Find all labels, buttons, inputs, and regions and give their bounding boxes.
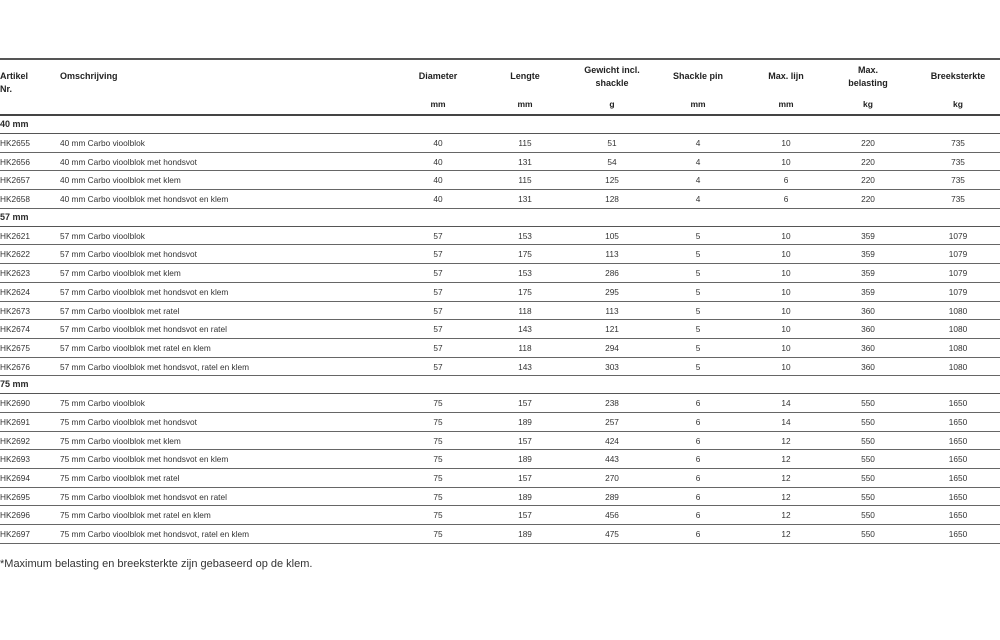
cell-omschrijving: 75 mm Carbo vioolblok met hondsvot en ratel [60, 491, 227, 502]
cell-artikel: HK2657 [0, 175, 30, 186]
footnote: *Maximum belasting en breeksterkte zijn gebaseerd op de klem. [0, 558, 313, 570]
cell-value: 75 [433, 398, 443, 409]
cell-value: 1080 [948, 342, 968, 353]
cell-value: 10 [781, 138, 791, 148]
cell-value: 51 [607, 138, 617, 148]
cell-value: 5 [695, 249, 701, 260]
cell-value: 303 [605, 361, 619, 372]
cell-value: 157 [518, 473, 532, 483]
cell-value: 125 [605, 175, 619, 186]
cell-value: 6 [783, 194, 789, 205]
cell-value: 550 [861, 473, 875, 483]
cell-omschrijving: 40 mm Carbo vioolblok met hondsvot en klem [60, 194, 229, 205]
cell-artikel: HK2692 [0, 435, 30, 446]
cell-value: 75 [433, 491, 443, 502]
cell-value: 735 [951, 156, 965, 167]
cell-value: 1079 [948, 268, 968, 279]
header-shackle: Shackle pin [672, 71, 724, 81]
cell-value: 143 [518, 361, 532, 372]
cell-value: 12 [781, 454, 791, 465]
cell-value: 1650 [948, 435, 968, 446]
cell-value: 189 [518, 416, 532, 427]
cell-value: 10 [781, 230, 791, 241]
cell-value: 286 [605, 268, 619, 279]
table-row [0, 320, 1000, 339]
table-row [0, 413, 1000, 432]
cell-value: 550 [861, 491, 875, 502]
cell-value: 220 [861, 138, 875, 148]
table-row [0, 432, 1000, 451]
cell-value: 14 [781, 416, 791, 427]
cell-value: 1079 [948, 230, 968, 241]
header-omschrijving: Omschrijving [60, 71, 118, 81]
cell-value: 360 [861, 342, 875, 353]
cell-omschrijving: 57 mm Carbo vioolblok met klem [60, 268, 181, 279]
cell-value: 189 [518, 529, 532, 540]
cell-value: 1650 [948, 398, 968, 409]
cell-omschrijving: 40 mm Carbo vioolblok met hondsvot [60, 156, 197, 167]
cell-value: 189 [518, 454, 532, 465]
cell-artikel: HK2658 [0, 194, 30, 205]
cell-artikel: HK2696 [0, 510, 30, 521]
cell-value: 1079 [948, 249, 968, 260]
cell-omschrijving: 75 mm Carbo vioolblok met ratel en klem [60, 510, 211, 521]
cell-value: 359 [861, 230, 875, 241]
table-row [0, 190, 1000, 209]
cell-omschrijving: 75 mm Carbo vioolblok met hondsvot [60, 416, 197, 427]
cell-value: 118 [518, 305, 532, 316]
cell-artikel: HK2623 [0, 268, 30, 279]
cell-value: 57 [433, 305, 443, 316]
cell-value: 40 [433, 175, 443, 186]
table-row [0, 469, 1000, 488]
cell-value: 131 [518, 194, 532, 205]
cell-value: 12 [781, 491, 791, 502]
cell-value: 143 [518, 324, 532, 335]
cell-value: 360 [861, 305, 875, 316]
cell-value: 113 [605, 249, 619, 260]
cell-artikel: HK2694 [0, 473, 30, 483]
cell-value: 550 [861, 435, 875, 446]
cell-value: 220 [861, 156, 875, 167]
cell-omschrijving: 57 mm Carbo vioolblok [60, 230, 145, 241]
table-row [0, 283, 1000, 302]
cell-value: 189 [518, 491, 532, 502]
table-row [0, 450, 1000, 469]
table-row [0, 358, 1000, 377]
cell-value: 289 [605, 491, 619, 502]
cell-value: 550 [861, 454, 875, 465]
cell-value: 57 [433, 324, 443, 335]
cell-value: 1650 [948, 473, 968, 483]
cell-value: 6 [695, 435, 701, 446]
cell-artikel: HK2693 [0, 454, 30, 465]
cell-artikel: HK2656 [0, 156, 30, 167]
cell-value: 1079 [948, 286, 968, 297]
cell-value: 12 [781, 510, 791, 521]
table-body [0, 116, 1000, 544]
cell-artikel: HK2697 [0, 529, 30, 540]
unit-gewicht: g [609, 99, 615, 109]
cell-value: 12 [781, 435, 791, 446]
cell-value: 10 [781, 342, 791, 353]
cell-value: 10 [781, 305, 791, 316]
cell-value: 153 [518, 230, 532, 241]
cell-value: 6 [783, 175, 789, 186]
spec-table [0, 58, 1000, 544]
cell-value: 75 [433, 529, 443, 540]
table-row [0, 302, 1000, 321]
table-row [0, 153, 1000, 172]
cell-value: 57 [433, 230, 443, 241]
table-header [0, 60, 1000, 116]
cell-artikel: HK2695 [0, 491, 30, 502]
header-artikel: Artikel Nr. [0, 71, 29, 94]
header-lengte: Lengte [510, 71, 540, 81]
cell-value: 1650 [948, 529, 968, 540]
cell-value: 6 [695, 529, 701, 540]
cell-value: 220 [861, 194, 875, 205]
cell-value: 359 [861, 286, 875, 297]
cell-omschrijving: 57 mm Carbo vioolblok met hondsvot en klem [60, 286, 229, 297]
cell-value: 6 [695, 454, 701, 465]
cell-value: 175 [518, 249, 532, 260]
cell-omschrijving: 75 mm Carbo vioolblok met hondsvot en klem [60, 454, 229, 465]
cell-value: 550 [861, 529, 875, 540]
cell-artikel: HK2674 [0, 324, 30, 335]
cell-value: 131 [518, 156, 532, 167]
table-row [0, 245, 1000, 264]
header-breeksterkte: Breeksterkte [930, 71, 986, 81]
header-diameter: Diameter [418, 71, 458, 81]
cell-value: 5 [695, 230, 701, 241]
cell-omschrijving: 57 mm Carbo vioolblok met hondsvot [60, 249, 197, 260]
cell-value: 1080 [948, 305, 968, 316]
cell-artikel: HK2622 [0, 249, 30, 260]
cell-value: 5 [695, 268, 701, 279]
cell-value: 443 [605, 454, 619, 465]
cell-artikel: HK2624 [0, 286, 30, 297]
cell-value: 6 [695, 491, 701, 502]
cell-value: 5 [695, 361, 701, 372]
cell-value: 360 [861, 361, 875, 372]
cell-value: 10 [781, 324, 791, 335]
cell-omschrijving: 57 mm Carbo vioolblok met hondsvot, ratel en klem [60, 361, 250, 372]
cell-value: 6 [695, 398, 701, 409]
cell-value: 10 [781, 249, 791, 260]
cell-value: 5 [695, 305, 701, 316]
cell-value: 40 [433, 138, 443, 148]
cell-omschrijving: 57 mm Carbo vioolblok met ratel en klem [60, 342, 211, 353]
cell-value: 6 [695, 510, 701, 521]
table-row [0, 525, 1000, 544]
table-row [0, 488, 1000, 507]
cell-value: 14 [781, 398, 791, 409]
cell-value: 6 [695, 473, 701, 483]
unit-belasting: kg [863, 99, 873, 109]
cell-value: 1650 [948, 416, 968, 427]
unit-lijn: mm [778, 99, 794, 109]
table-row [0, 339, 1000, 358]
cell-value: 57 [433, 249, 443, 260]
cell-value: 10 [781, 156, 791, 167]
cell-value: 10 [781, 361, 791, 372]
table-row [0, 264, 1000, 283]
cell-value: 75 [433, 473, 443, 483]
cell-value: 1080 [948, 324, 968, 335]
cell-value: 157 [518, 510, 532, 521]
cell-value: 105 [605, 230, 619, 241]
cell-value: 1650 [948, 491, 968, 502]
cell-value: 115 [518, 175, 532, 186]
cell-value: 75 [433, 435, 443, 446]
cell-artikel: HK2673 [0, 305, 30, 316]
cell-value: 75 [433, 510, 443, 521]
table-row [0, 171, 1000, 190]
cell-value: 113 [605, 305, 619, 316]
cell-value: 1650 [948, 454, 968, 465]
cell-value: 57 [433, 342, 443, 353]
cell-value: 57 [433, 286, 443, 297]
cell-omschrijving: 75 mm Carbo vioolblok met ratel [60, 473, 180, 483]
cell-value: 5 [695, 286, 701, 297]
cell-artikel: HK2621 [0, 230, 30, 241]
unit-diameter: mm [430, 99, 446, 109]
cell-value: 40 [433, 194, 443, 205]
unit-shackle: mm [690, 99, 706, 109]
table-row [0, 227, 1000, 246]
cell-value: 4 [695, 156, 701, 167]
cell-value: 735 [951, 138, 965, 148]
cell-value: 4 [695, 138, 701, 148]
cell-value: 10 [781, 286, 791, 297]
cell-value: 456 [605, 510, 619, 521]
cell-value: 359 [861, 268, 875, 279]
cell-value: 12 [781, 529, 791, 540]
cell-value: 175 [518, 286, 532, 297]
cell-value: 5 [695, 324, 701, 335]
cell-value: 12 [781, 473, 791, 483]
section-heading: 40 mm [0, 116, 1000, 134]
cell-value: 294 [605, 342, 619, 353]
cell-value: 40 [433, 156, 443, 167]
cell-value: 118 [518, 342, 532, 353]
section-heading: 75 mm [0, 376, 1000, 394]
cell-value: 424 [605, 435, 619, 446]
cell-value: 238 [605, 398, 619, 409]
cell-value: 550 [861, 398, 875, 409]
header-belasting: Max. belasting [848, 65, 888, 88]
cell-omschrijving: 40 mm Carbo vioolblok met klem [60, 175, 181, 186]
cell-value: 1650 [948, 510, 968, 521]
cell-artikel: HK2690 [0, 398, 30, 409]
cell-value: 295 [605, 286, 619, 297]
section-heading: 57 mm [0, 209, 1000, 227]
cell-value: 735 [951, 175, 965, 186]
cell-value: 550 [861, 416, 875, 427]
cell-value: 359 [861, 249, 875, 260]
cell-value: 57 [433, 268, 443, 279]
cell-value: 4 [695, 194, 701, 205]
table-row [0, 134, 1000, 153]
cell-artikel: HK2675 [0, 342, 30, 353]
cell-value: 735 [951, 194, 965, 205]
cell-omschrijving: 75 mm Carbo vioolblok [60, 398, 145, 409]
cell-value: 157 [518, 398, 532, 409]
cell-value: 360 [861, 324, 875, 335]
cell-value: 475 [605, 529, 619, 540]
cell-value: 75 [433, 416, 443, 427]
cell-value: 1080 [948, 361, 968, 372]
unit-lengte: mm [517, 99, 533, 109]
cell-value: 10 [781, 268, 791, 279]
cell-value: 4 [695, 175, 701, 186]
cell-omschrijving: 57 mm Carbo vioolblok met ratel [60, 305, 180, 316]
cell-value: 550 [861, 510, 875, 521]
cell-value: 115 [518, 138, 532, 148]
cell-artikel: HK2655 [0, 138, 30, 148]
cell-value: 6 [695, 416, 701, 427]
cell-value: 270 [605, 473, 619, 483]
table-row [0, 394, 1000, 413]
cell-value: 257 [605, 416, 619, 427]
cell-omschrijving: 57 mm Carbo vioolblok met hondsvot en ratel [60, 324, 227, 335]
cell-value: 57 [433, 361, 443, 372]
cell-artikel: HK2691 [0, 416, 30, 427]
cell-value: 54 [607, 156, 617, 167]
cell-value: 153 [518, 268, 532, 279]
header-gewicht: Gewicht incl. shackle [584, 65, 640, 88]
table-row [0, 506, 1000, 525]
cell-value: 5 [695, 342, 701, 353]
cell-value: 75 [433, 454, 443, 465]
cell-value: 220 [861, 175, 875, 186]
cell-omschrijving: 40 mm Carbo vioolblok [60, 138, 145, 148]
cell-value: 128 [605, 194, 619, 205]
header-lijn: Max. lijn [768, 71, 804, 81]
cell-omschrijving: 75 mm Carbo vioolblok met klem [60, 435, 181, 446]
cell-omschrijving: 75 mm Carbo vioolblok met hondsvot, ratel en klem [60, 529, 250, 540]
cell-value: 157 [518, 435, 532, 446]
cell-artikel: HK2676 [0, 361, 30, 372]
cell-value: 121 [605, 324, 619, 335]
unit-breeksterkte: kg [953, 99, 963, 109]
